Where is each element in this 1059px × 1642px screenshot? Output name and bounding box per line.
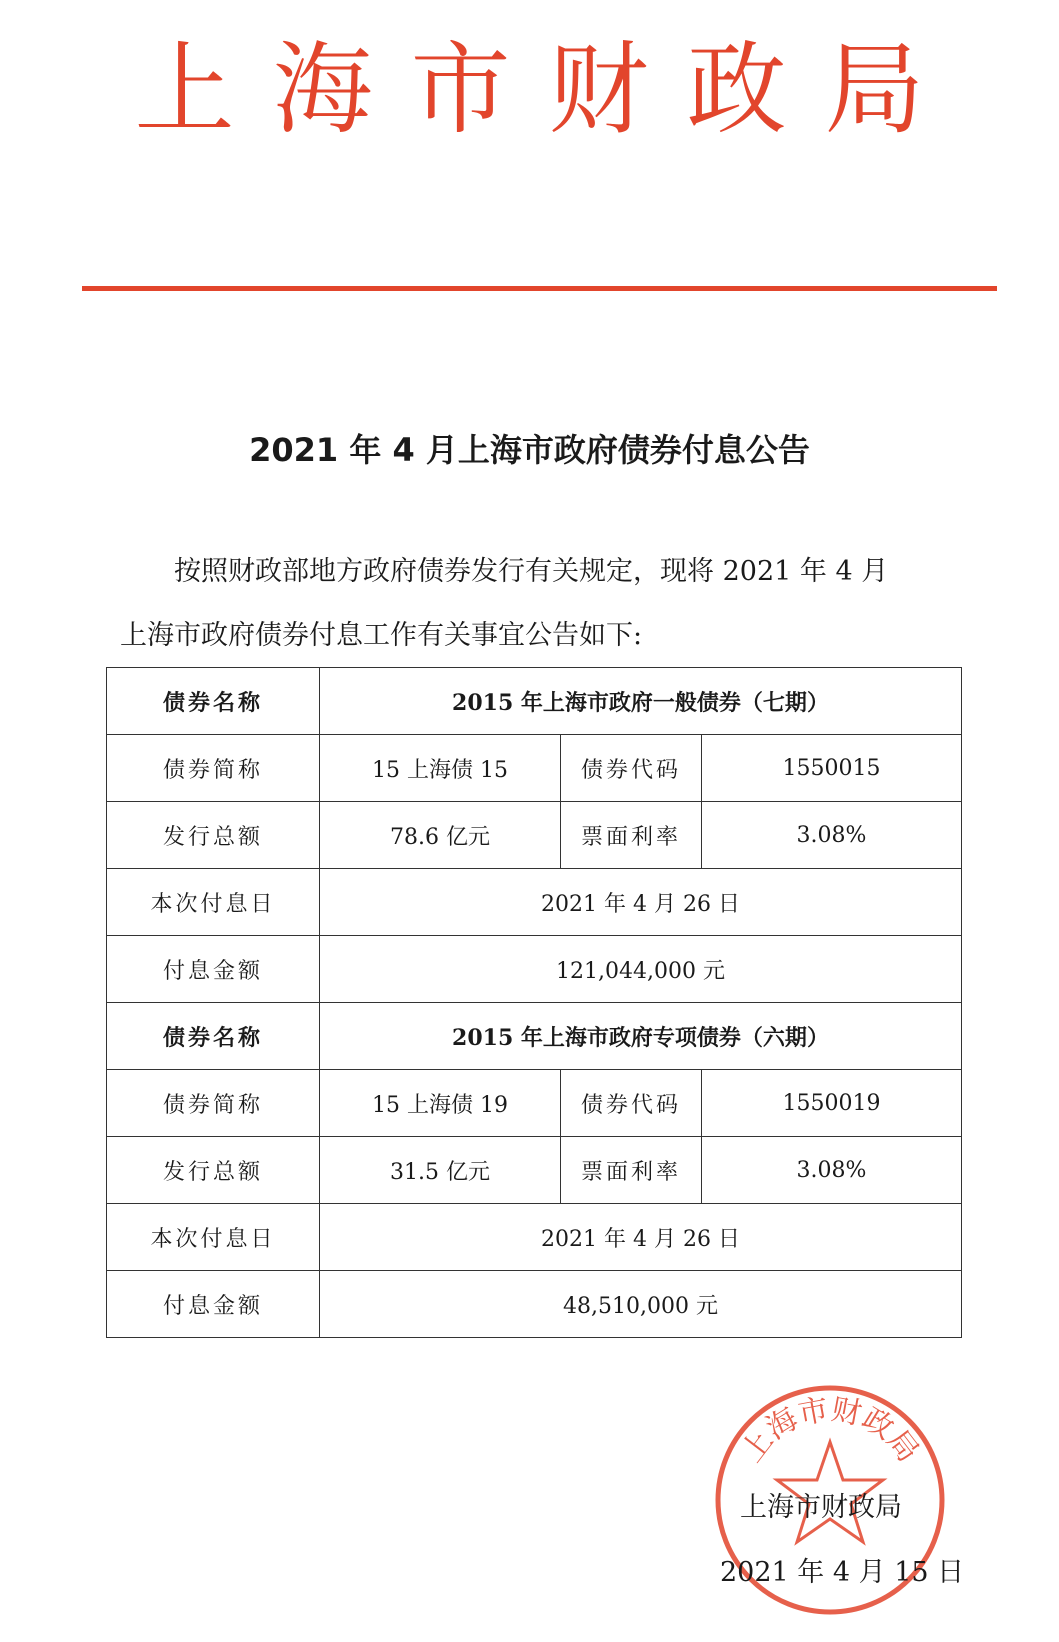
bond-name: 2015 年上海市政府专项债券（六期） — [320, 1003, 962, 1070]
table-row — [107, 1137, 962, 1204]
table-row — [107, 1070, 962, 1137]
issue-amount: 31.5 亿元 — [320, 1137, 561, 1204]
table-row — [107, 1204, 962, 1271]
interest-amount: 121,044,000 元 — [320, 936, 962, 1003]
short-name: 15 上海债 19 — [320, 1070, 561, 1137]
interest-label: 付息金额 — [107, 936, 320, 1003]
coupon-rate: 3.08% — [702, 1137, 962, 1204]
seal-text: 上海市财政局 — [734, 1392, 926, 1469]
letterhead-title: 上海市财政局 — [134, 31, 963, 148]
bond-code: 1550015 — [702, 735, 962, 802]
page-title: 2021 年 4 月上海市政府债券付息公告 — [249, 431, 810, 469]
bond-name-label: 债券名称 — [107, 1003, 320, 1070]
intro-line-2: 上海市政府债券付息工作有关事宜公告如下: — [120, 620, 643, 651]
signature-date: 2021 年 4 月 15 日 — [720, 1557, 965, 1588]
interest-amount: 48,510,000 元 — [320, 1271, 962, 1338]
table-row — [107, 668, 962, 735]
table-row — [107, 735, 962, 802]
amount-label: 发行总额 — [107, 1137, 320, 1204]
rate-label: 票面利率 — [561, 1137, 702, 1204]
pay-date-label: 本次付息日 — [107, 869, 320, 936]
table-row — [107, 936, 962, 1003]
rate-label: 票面利率 — [561, 802, 702, 869]
bond-name-label: 债券名称 — [107, 668, 320, 735]
short-name-label: 债券简称 — [107, 1070, 320, 1137]
intro-line-1: 按照财政部地方政府债券发行有关规定，现将 2021 年 4 月 — [174, 556, 889, 587]
svg-text:上海市财政局 — [734, 1392, 925, 1469]
code-label: 债券代码 — [561, 735, 702, 802]
table-row — [107, 869, 962, 936]
code-label: 债券代码 — [561, 1070, 702, 1137]
issue-amount: 78.6 亿元 — [320, 802, 561, 869]
table-row — [107, 1003, 962, 1070]
table-row — [107, 1271, 962, 1338]
pay-date: 2021 年 4 月 26 日 — [320, 1204, 962, 1271]
bond-table — [106, 667, 962, 1338]
coupon-rate: 3.08% — [702, 802, 962, 869]
table-row — [107, 802, 962, 869]
intro-paragraph — [120, 540, 970, 668]
signature-org: 上海市财政局 — [740, 1492, 902, 1523]
bond-name: 2015 年上海市政府一般债券（七期） — [320, 668, 962, 735]
letterhead-rule — [82, 286, 997, 291]
pay-date-label: 本次付息日 — [107, 1204, 320, 1271]
short-name-label: 债券简称 — [107, 735, 320, 802]
bond-code: 1550019 — [702, 1070, 962, 1137]
interest-label: 付息金额 — [107, 1271, 320, 1338]
short-name: 15 上海债 15 — [320, 735, 561, 802]
pay-date: 2021 年 4 月 26 日 — [320, 869, 962, 936]
amount-label: 发行总额 — [107, 802, 320, 869]
